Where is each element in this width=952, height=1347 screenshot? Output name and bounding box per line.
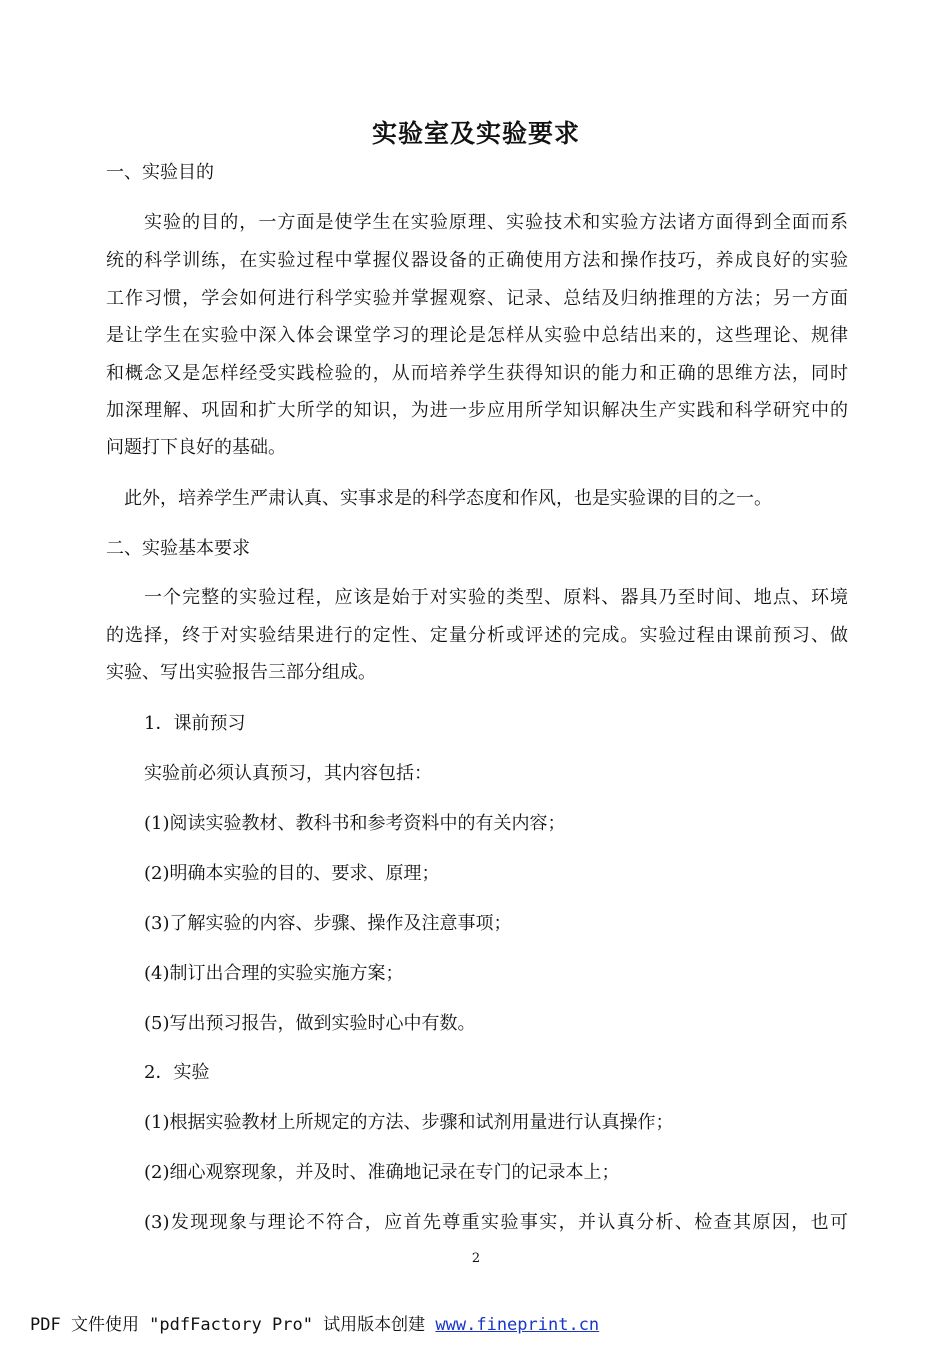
paragraph-line: 和概念又是怎样经受实践检验的，从而培养学生获得知识的能力和正确的思维方法，同时: [106, 363, 848, 384]
paragraph-line: 工作习惯，学会如何进行科学实验并掌握观察、记录、总结及归纳推理的方法；另一方面: [106, 288, 848, 309]
section-heading-requirements: 二、实验基本要求: [106, 538, 250, 559]
footer-text: PDF 文件使用 "pdfFactory Pro" 试用版本创建: [30, 1315, 436, 1335]
paragraph-line: 加深理解、巩固和扩大所学的知识，为进一步应用所学知识解决生产实践和科学研究中的: [106, 400, 848, 421]
list-item: (1)阅读实验教材、教科书和参考资料中的有关内容；: [144, 813, 566, 834]
subheading-experiment: 2．实验: [144, 1062, 210, 1083]
subheading-preview: 1．课前预习: [144, 713, 246, 734]
section-heading-purpose: 一、实验目的: [106, 162, 214, 183]
list-item: (5)写出预习报告，做到实验时心中有数。: [144, 1013, 476, 1034]
list-item: (3)发现现象与理论不符合，应首先尊重实验事实，并认真分析、检查其原因，也可: [144, 1212, 848, 1233]
list-item: (3)了解实验的内容、步骤、操作及注意事项；: [144, 913, 512, 934]
footer-link[interactable]: www.fineprint.cn: [435, 1315, 600, 1335]
paragraph-line: 一个完整的实验过程，应该是始于对实验的类型、原料、器具乃至时间、地点、环境: [144, 587, 848, 608]
list-item: (4)制订出合理的实验实施方案；: [144, 963, 404, 984]
paragraph-line: 统的科学训练，在实验过程中掌握仪器设备的正确使用方法和操作技巧，养成良好的实验: [106, 250, 848, 271]
pdf-footer: [30, 1310, 599, 1335]
paragraph-line: 的选择，终于对实验结果进行的定性、定量分析或评述的完成。实验过程由课前预习、做: [106, 625, 848, 646]
page-number: 2: [471, 1251, 481, 1266]
page-title: 实验室及实验要求: [371, 119, 580, 148]
list-intro: 实验前必须认真预习，其内容包括：: [144, 763, 432, 784]
list-item: (2)明确本实验的目的、要求、原理；: [144, 863, 440, 884]
paragraph-line: 问题打下良好的基础。: [106, 437, 286, 458]
paragraph-line: 此外，培养学生严肃认真、实事求是的科学态度和作风，也是实验课的目的之一。: [124, 488, 772, 509]
paragraph-line: 实验、写出实验报告三部分组成。: [106, 662, 376, 683]
paragraph-line: 是让学生在实验中深入体会课堂学习的理论是怎样从实验中总结出来的，这些理论、规律: [106, 325, 848, 346]
list-item: (1)根据实验教材上所规定的方法、步骤和试剂用量进行认真操作；: [144, 1112, 674, 1133]
list-item: (2)细心观察现象，并及时、准确地记录在专门的记录本上；: [144, 1162, 620, 1183]
paragraph-line: 实验的目的，一方面是使学生在实验原理、实验技术和实验方法诸方面得到全面而系: [144, 212, 848, 233]
